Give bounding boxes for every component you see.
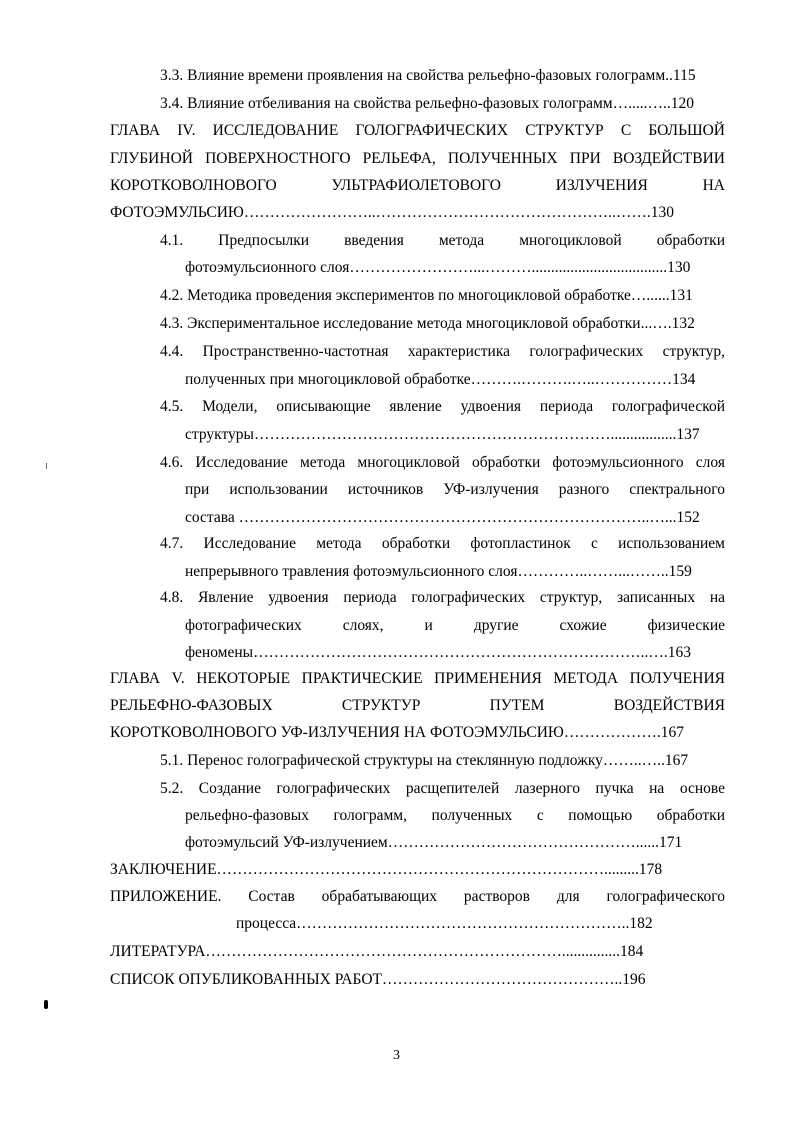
toc-3-3: 3.3. Влияние времени проявления на свойства рельефно-фазовых голограмм..115 [160, 67, 696, 84]
scan-speck [44, 1000, 48, 1009]
toc-5-2-line3: фотоэмульсий УФ-излучением…………………………………………......171 [185, 834, 683, 851]
toc-ch5-line1: ГЛАВА V. НЕКОТОРЫЕ ПРАКТИЧЕСКИЕ ПРИМЕНЕНИЯ МЕТОДА ПОЛУЧЕНИЯ [110, 670, 725, 687]
toc-4-4-line2: полученных при многоцикловой обработке……….……….…..……………134 [185, 371, 696, 388]
toc-5-2-line1: 5.2. Создание голографических расщепителей лазерного пучка на основе [160, 780, 725, 797]
toc-4-8-line3: феномены…………………………………………………………………..….163 [185, 644, 691, 661]
page-number: 3 [393, 1048, 400, 1063]
toc-4-6-line3: состава ……………………………………………………………………..…...152 [185, 509, 700, 526]
toc-conclusion: ЗАКЛЮЧЕНИЕ………………………………………………………………….........178 [110, 861, 663, 878]
scan-speck [46, 463, 47, 469]
toc-4-8-line2: фотографических слоях, и другие схожие физические [185, 617, 725, 634]
toc-ch5-line2: РЕЛЬЕФНО-ФАЗОВЫХ СТРУКТУР ПУТЕМ ВОЗДЕЙСТВИЯ [110, 697, 725, 714]
toc-4-1-line1: 4.1. Предпосылки введения метода многоцикловой обработки [160, 232, 725, 249]
toc-ch4-line4: ФОТОЭМУЛЬСИЮ……………………..………………………………………..…….130 [110, 204, 674, 221]
toc-5-1: 5.1. Перенос голографической структуры на стеклянную подложку……..…..167 [160, 752, 689, 769]
toc-3-4: 3.4. Влияние отбеливания на свойства рельефно-фазовых голограмм….....…..120 [160, 95, 694, 112]
toc-4-5-line2: структуры…………………………………………………………….................137 [185, 426, 700, 443]
toc-appendix-line2: процесса………………………………………………………..182 [236, 915, 653, 932]
toc-ch4-line2: ГЛУБИНОЙ ПОВЕРХНОСТНОГО РЕЛЬЕФА, ПОЛУЧЕННЫХ ПРИ ВОЗДЕЙСТВИИ [110, 150, 725, 167]
toc-appendix-line1: ПРИЛОЖЕНИЕ. Состав обрабатывающих растворов для голографического [110, 888, 725, 905]
toc-ch4-line1: ГЛАВА IV. ИССЛЕДОВАНИЕ ГОЛОГРАФИЧЕСКИХ СТРУКТУР С БОЛЬШОЙ [110, 122, 725, 139]
toc-4-1-line2: фотоэмульсионного слоя……………………...………...................................130 [185, 259, 691, 276]
toc-4-4-line1: 4.4. Пространственно-частотная характеристика голографических структур, [160, 343, 725, 360]
toc-4-7-line1: 4.7. Исследование метода обработки фотопластинок с использованием [160, 535, 725, 552]
toc-4-3: 4.3. Экспериментальное исследование метода многоцикловой обработки...….132 [160, 315, 695, 332]
toc-4-5-line1: 4.5. Модели, описывающие явление удвоения периода голографической [160, 398, 725, 415]
toc-4-8-line1: 4.8. Явление удвоения периода голографических структур, записанных на [160, 589, 725, 606]
toc-literature: ЛИТЕРАТУРА……………………………………………………………...............184 [110, 943, 644, 960]
toc-4-2: 4.2. Методика проведения экспериментов по многоцикловой обработке…......131 [160, 287, 693, 304]
toc-publications: СПИСОК ОПУБЛИКОВАННЫХ РАБОТ………………………………………..196 [110, 971, 646, 988]
toc-ch5-line3: КОРОТКОВОЛНОВОГО УФ-ИЗЛУЧЕНИЯ НА ФОТОЭМУЛЬСИЮ……………….167 [110, 724, 684, 741]
toc-5-2-line2: рельефно-фазовых голограмм, полученных с помощью обработки [185, 807, 725, 824]
toc-4-7-line2: непрерывного травления фотоэмульсионного слоя…………..……...……..159 [185, 563, 692, 580]
toc-ch4-line3: КОРОТКОВОЛНОВОГО УЛЬТРАФИОЛЕТОВОГО ИЗЛУЧЕНИЯ НА [110, 177, 725, 194]
toc-4-6-line2: при использовании источников УФ-излучения разного спектрального [185, 481, 725, 498]
toc-4-6-line1: 4.6. Исследование метода многоцикловой обработки фотоэмульсионного слоя [160, 454, 725, 471]
